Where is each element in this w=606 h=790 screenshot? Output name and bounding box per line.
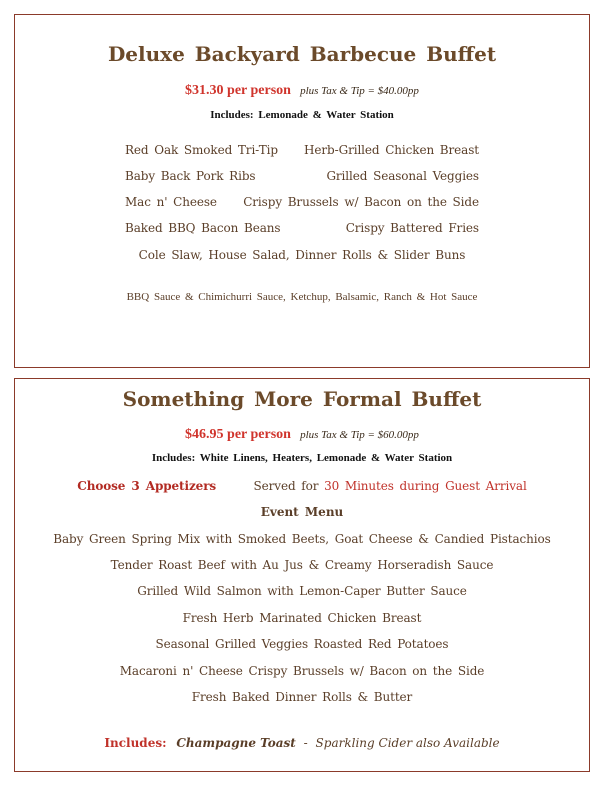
served-for-label: Served for [253,479,319,493]
bbq-menu-item-left: Red Oak Smoked Tri-Tip [125,143,278,157]
formal-price-line [15,423,589,443]
event-menu-item: Seasonal Grilled Veggies Roasted Red Potatoes [155,637,449,651]
bbq-sides-line: Cole Slaw, House Salad, Dinner Rolls & Slider Buns [138,248,466,262]
bbq-includes: Includes: Lemonade & Water Station [210,109,394,121]
footer-separator: - [303,736,308,750]
champagne-toast: Champagne Toast [176,736,296,750]
bbq-menu-item-right: Crispy Battered Fries [345,221,479,235]
formal-price: $46.95 per person [185,427,291,442]
bbq-tax-tip: plus Tax & Tip = $40.00pp [300,85,419,97]
bbq-menu-item-left: Baked BBQ Bacon Beans [125,221,281,235]
appetizers-label: Choose 3 Appetizers [77,479,217,493]
bbq-buffet-card [14,14,590,368]
bbq-menu-item-left: Baby Back Pork Ribs [125,169,256,183]
appetizers-line [15,479,589,493]
event-menu-heading: Event Menu [260,505,344,519]
event-menu-item: Tender Roast Beef with Au Jus & Creamy Horseradish Sauce [110,558,494,572]
bbq-menu-item-right: Herb-Grilled Chicken Breast [304,143,479,157]
bbq-price: $31.30 per person [185,83,291,98]
bbq-title: Deluxe Backyard Barbecue Buffet [107,42,497,66]
bbq-price-line [15,79,589,99]
served-time: 30 Minutes during Guest Arrival [324,479,527,493]
bbq-menu-item-right: Crispy Brussels w/ Bacon on the Side [243,195,479,209]
bbq-sauces: BBQ Sauce & Chimichurri Sauce, Ketchup, Balsamic, Ranch & Hot Sauce [126,291,478,303]
footer-includes-label: Includes: [104,736,167,750]
formal-buffet-card [14,378,590,772]
bbq-menu-item-right: Grilled Seasonal Veggies [326,169,479,183]
event-menu-item: Baby Green Spring Mix with Smoked Beets, Goat Cheese & Candied Pistachios [53,532,551,546]
formal-title: Something More Formal Buffet [122,387,482,411]
formal-footer [15,736,589,750]
sparkling-cider-note: Sparkling Cider also Available [315,736,500,750]
formal-tax-tip: plus Tax & Tip = $60.00pp [300,429,419,441]
bbq-menu-item-left: Mac n' Cheese [125,195,217,209]
event-menu-item: Fresh Baked Dinner Rolls & Butter [191,690,413,704]
event-menu-item: Macaroni n' Cheese Crispy Brussels w/ Bacon on the Side [119,664,485,678]
formal-includes: Includes: White Linens, Heaters, Lemonade & Water Station [151,452,453,464]
event-menu-item: Fresh Herb Marinated Chicken Breast [182,611,422,625]
event-menu-item: Grilled Wild Salmon with Lemon-Caper Butter Sauce [137,584,467,598]
